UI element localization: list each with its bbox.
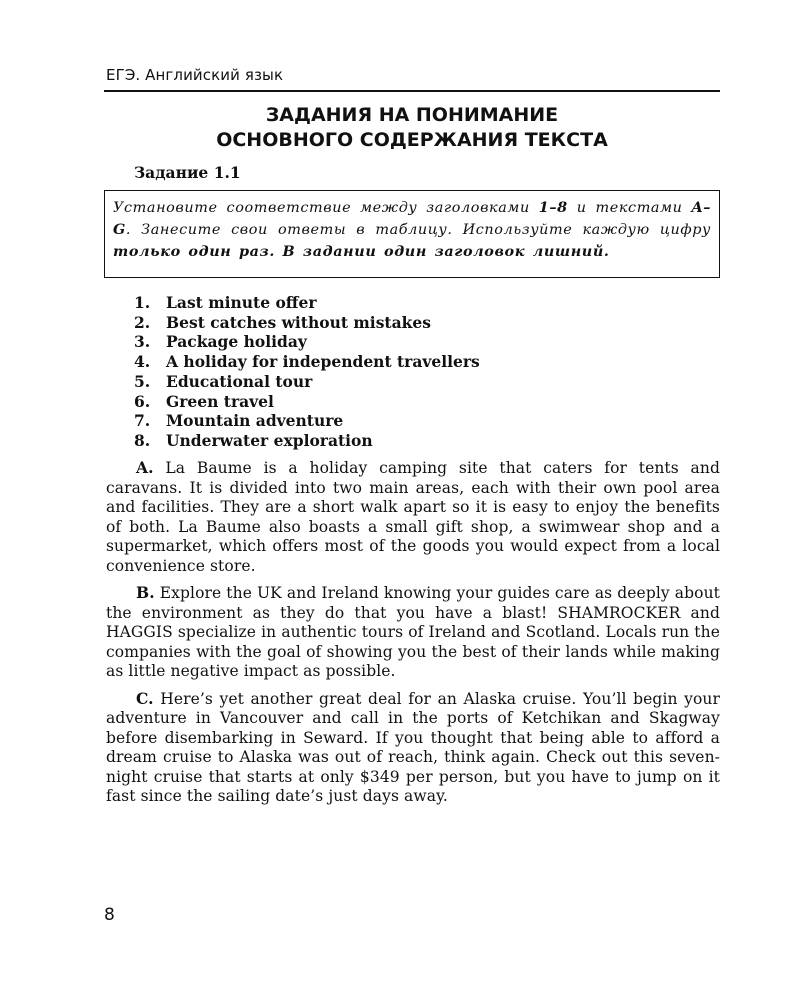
heading-number: 2. — [134, 312, 151, 332]
texts-section — [106, 458, 720, 814]
text-letter: C. — [136, 688, 154, 708]
heading-item — [134, 332, 480, 352]
heading-number: 7. — [134, 411, 151, 431]
header-rule — [104, 90, 720, 92]
text-letter: A. — [136, 458, 154, 477]
instruction-range-digits: 1–8 — [538, 199, 568, 216]
instruction-box — [104, 190, 720, 278]
text-body: La Baume is a holiday camping site that caters for tents and caravans. It is divided into two main areas, each with their own pool area and facilities. They are a short walk apart so it is easy to enjoy the benefits of both. La Baume also boasts a small gift shop, a swimwear shop and a supermarket, which offers most of the goods you would expect from a local convenience store. — [106, 459, 721, 575]
heading-item — [134, 293, 480, 313]
heading-number: 4. — [134, 352, 151, 372]
heading-item — [134, 372, 480, 392]
heading-text: Package holiday — [166, 332, 307, 352]
section-title — [104, 103, 720, 153]
running-header: ЕГЭ. Английский язык — [106, 66, 284, 84]
instruction-part-1: Установите соответствие между заголовками — [113, 200, 539, 216]
heading-text: Last minute offer — [166, 293, 317, 312]
heading-text: Educational tour — [166, 371, 313, 391]
instruction-emphasis: только один раз. В задании один заголовок лишний. — [113, 243, 610, 260]
heading-item — [134, 392, 480, 412]
heading-item — [134, 313, 480, 333]
heading-text: A holiday for independent travellers — [166, 352, 480, 372]
section-title-line-1: ЗАДАНИЯ НА ПОНИМАНИЕ — [265, 104, 559, 126]
heading-number: 8. — [134, 430, 151, 450]
heading-number: 1. — [134, 293, 151, 312]
task-label: Задание 1.1 — [134, 163, 241, 182]
text-letter: B. — [136, 583, 155, 602]
heading-text: Best catches without mistakes — [166, 312, 431, 332]
text-a — [106, 458, 720, 576]
heading-text: Underwater exploration — [166, 430, 373, 450]
page-number: 8 — [104, 905, 115, 925]
instruction-text — [113, 197, 711, 263]
heading-text: Green travel — [166, 391, 274, 411]
text-b — [106, 583, 720, 682]
text-body: Here’s yet another great deal for an Alaska cruise. You’ll begin your adventure in Vancouver and call in the ports of Ketchikan and Skagway before disembarking in Seward. If you thought that being able to afford a dream cruise to Alaska was out of reach, think again. Check out this seven-night cruise that starts at only $349 per person, but you have to jump on it fast since the sailing date’s just days away. — [106, 689, 720, 805]
instruction-range-letters: A–G — [113, 199, 711, 238]
heading-number: 3. — [134, 332, 151, 352]
heading-item — [134, 411, 480, 431]
heading-number: 6. — [134, 391, 151, 411]
heading-number: 5. — [134, 371, 151, 391]
heading-item — [134, 431, 480, 451]
text-c — [106, 689, 720, 807]
heading-item — [134, 352, 480, 372]
instruction-part-3: . Занесите свои ответы в таблицу. Используйте каждую цифру — [125, 222, 711, 238]
text-body: Explore the UK and Ireland knowing your guides care as deeply about the environment as they do that you have a blast! SHAMROCKER and HAGGIS specialize in authentic tours of Ireland and Scotland. Locals run the companies with the goal of showing you the best of their lands while making as little negative impact as possible. — [106, 584, 720, 680]
heading-text: Mountain adventure — [166, 411, 344, 431]
headings-list — [134, 293, 480, 451]
section-title-line-2: ОСНОВНОГО СОДЕРЖАНИЯ ТЕКСТА — [216, 129, 608, 151]
instruction-part-2: и текстами — [567, 200, 692, 216]
